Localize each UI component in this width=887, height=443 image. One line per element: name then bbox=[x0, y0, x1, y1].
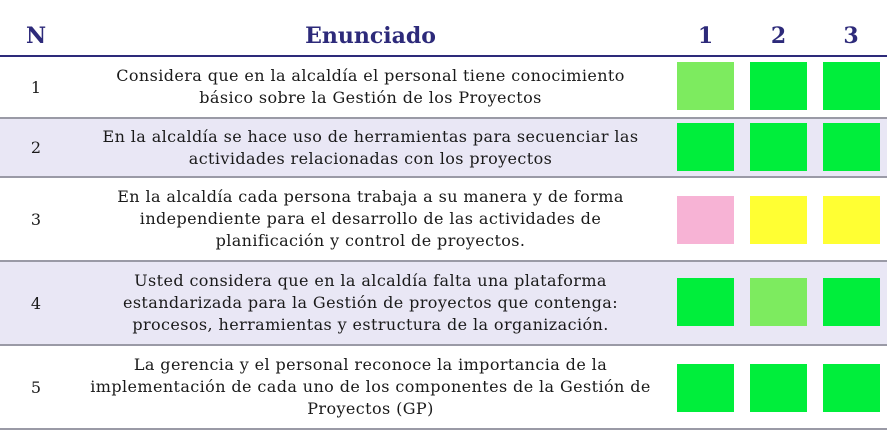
statement-line: Considera que en la alcaldía el personal tiene conocimiento bbox=[116, 66, 625, 85]
rating-swatch-1 bbox=[677, 123, 734, 171]
row-number: 4 bbox=[30, 293, 42, 313]
statement-line: estandarizada para la Gestión de proyectos que contenga: bbox=[122, 293, 619, 312]
header-col-3: 3 bbox=[843, 23, 859, 49]
row-number: 3 bbox=[30, 209, 42, 229]
rating-swatch-1 bbox=[677, 62, 734, 110]
rating-swatch-2 bbox=[750, 364, 807, 412]
row-statement bbox=[72, 178, 669, 260]
row-number: 2 bbox=[30, 138, 42, 157]
statement-line: básico sobre la Gestión de los Proyectos bbox=[199, 88, 542, 107]
statement-line: procesos, herramientas y estructura de la organización. bbox=[132, 315, 609, 334]
header-enunciado: Enunciado bbox=[305, 23, 436, 49]
row-number: 5 bbox=[30, 377, 42, 397]
header-col-2: 2 bbox=[770, 23, 787, 49]
statement-line: implementación de cada uno de los componentes de la Gestión de bbox=[90, 377, 651, 396]
statement-line: independiente para el desarrollo de las actividades de bbox=[139, 209, 602, 228]
table-header bbox=[0, 17, 887, 57]
statement-line: Proyectos (GP) bbox=[307, 399, 434, 418]
rating-swatch-3 bbox=[823, 123, 880, 171]
row-statement bbox=[72, 346, 669, 428]
table-row bbox=[0, 346, 887, 430]
rating-swatch-2 bbox=[750, 278, 807, 326]
row-statement bbox=[72, 119, 669, 176]
row-statement bbox=[72, 57, 669, 117]
statement-line: actividades relacionadas con los proyectos bbox=[188, 148, 553, 168]
rating-swatch-2 bbox=[750, 62, 807, 110]
rating-swatch-3 bbox=[823, 62, 880, 110]
table-row bbox=[0, 119, 887, 178]
row-number: 1 bbox=[30, 77, 42, 97]
rating-swatch-3 bbox=[823, 278, 880, 326]
statement-line: La gerencia y el personal reconoce la importancia de la bbox=[133, 355, 608, 374]
statement-line: Usted considera que en la alcaldía falta una plataforma bbox=[134, 271, 607, 290]
row-statement bbox=[72, 262, 669, 344]
table-row bbox=[0, 57, 887, 119]
statement-line: planificación y control de proyectos. bbox=[215, 231, 526, 250]
rating-swatch-1 bbox=[677, 196, 734, 244]
rating-swatch-2 bbox=[750, 196, 807, 244]
statement-line: En la alcaldía se hace uso de herramientas para secuenciar las bbox=[102, 126, 639, 146]
header-col-1: 1 bbox=[697, 23, 714, 49]
rating-swatch-3 bbox=[823, 196, 880, 244]
table-row bbox=[0, 262, 887, 346]
header-n: N bbox=[25, 23, 47, 49]
rating-swatch-3 bbox=[823, 364, 880, 412]
table-row bbox=[0, 178, 887, 262]
rating-swatch-1 bbox=[677, 364, 734, 412]
rating-swatch-1 bbox=[677, 278, 734, 326]
statement-line: En la alcaldía cada persona trabaja a su manera y de forma bbox=[117, 187, 624, 206]
rating-swatch-2 bbox=[750, 123, 807, 171]
